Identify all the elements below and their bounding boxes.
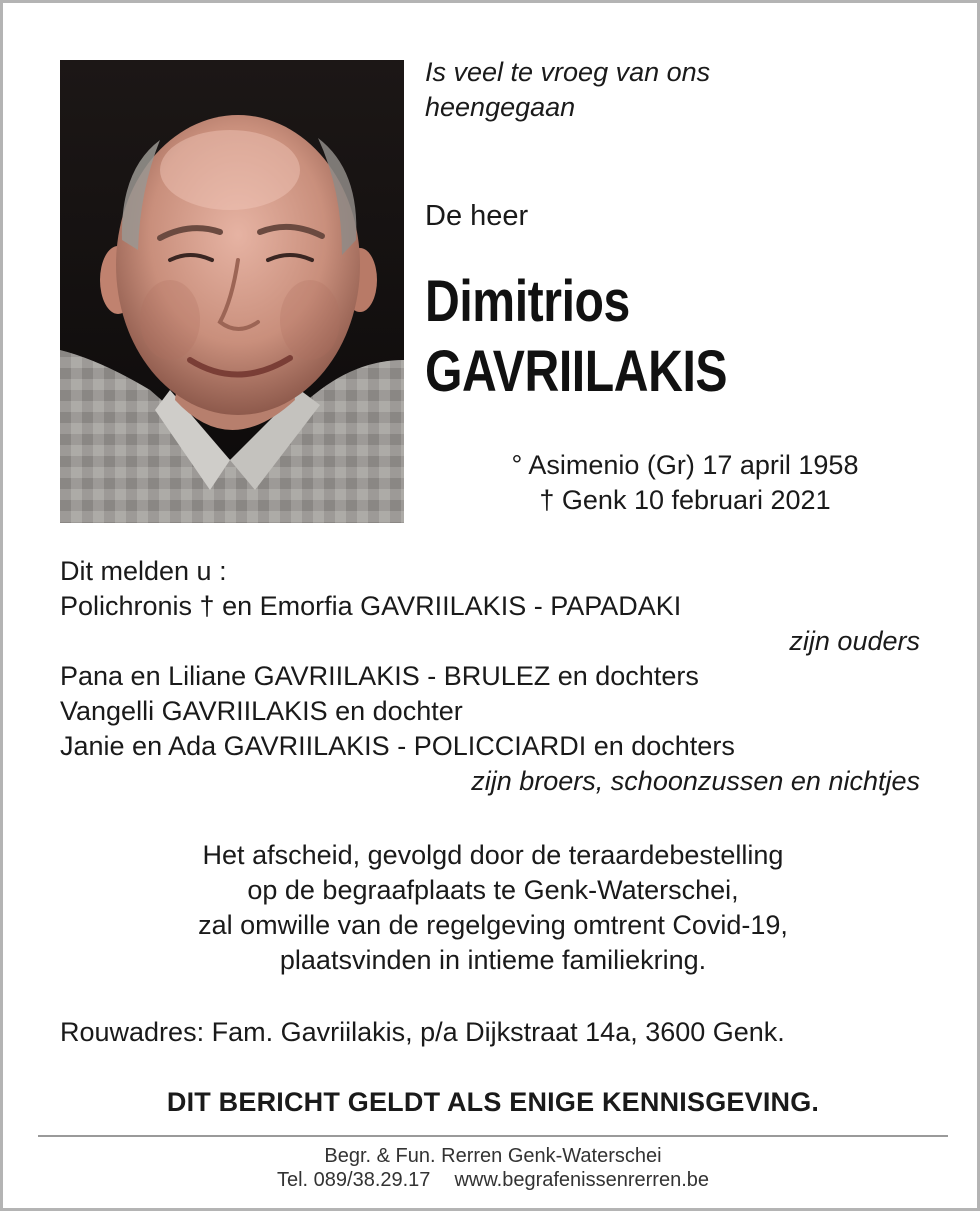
website-link[interactable]: www.begrafenissenrerren.be bbox=[454, 1169, 710, 1191]
deceased-name bbox=[425, 267, 727, 407]
farewell-line: zal omwille van de regelgeving omtrent Covid-19, bbox=[198, 910, 788, 940]
farewell-line: Het afscheid, gevolgd door de teraardebestelling bbox=[202, 840, 784, 870]
phone-number: Tel. 089/38.29.17 bbox=[276, 1169, 431, 1191]
funeral-home-footer bbox=[3, 1144, 980, 1192]
divider bbox=[38, 1135, 948, 1137]
funeral-home-contact bbox=[3, 1168, 980, 1192]
family-line: Janie en Ada GAVRIILAKIS - POLICCIARDI en dochters bbox=[60, 731, 735, 761]
relation-label: zijn broers, schoonzussen en nichtjes bbox=[471, 766, 920, 796]
farewell-line: plaatsvinden in intieme familiekring. bbox=[279, 945, 707, 975]
farewell-line: op de begraafplaats te Genk-Waterschei, bbox=[247, 875, 739, 905]
family-line: Polichronis † en Emorfia GAVRIILAKIS - PAPADAKI bbox=[60, 591, 682, 621]
first-name: Dimitrios bbox=[425, 269, 630, 334]
family-line: Vangelli GAVRIILAKIS en dochter bbox=[60, 696, 463, 726]
last-name: GAVRIILAKIS bbox=[425, 339, 728, 404]
funeral-home-name: Begr. & Fun. Rerren Genk-Waterschei bbox=[324, 1145, 662, 1167]
family-line: Pana en Liliane GAVRIILAKIS - BRULEZ en dochters bbox=[60, 661, 699, 691]
quote-line: Is veel te vroeg van ons bbox=[425, 57, 711, 87]
farewell-notice bbox=[3, 838, 980, 978]
sole-notice: DIT BERICHT GELDT ALS ENIGE KENNISGEVING. bbox=[166, 1087, 820, 1117]
portrait-illustration bbox=[60, 60, 404, 523]
life-dates bbox=[425, 448, 945, 518]
honorific: De heer bbox=[425, 200, 529, 232]
family-announcement bbox=[60, 554, 920, 799]
portrait-photo bbox=[60, 60, 404, 523]
announce-intro: Dit melden u : bbox=[60, 556, 227, 586]
epitaph-quote bbox=[425, 55, 905, 125]
quote-line: heengegaan bbox=[425, 92, 576, 122]
mourning-address: Rouwadres: Fam. Gavriilakis, p/a Dijkstraat 14a, 3600 Genk. bbox=[60, 1017, 785, 1047]
birth-date: ° Asimenio (Gr) 17 april 1958 bbox=[511, 450, 859, 480]
relation-label: zijn ouders bbox=[789, 626, 920, 656]
death-date: † Genk 10 februari 2021 bbox=[539, 485, 831, 515]
